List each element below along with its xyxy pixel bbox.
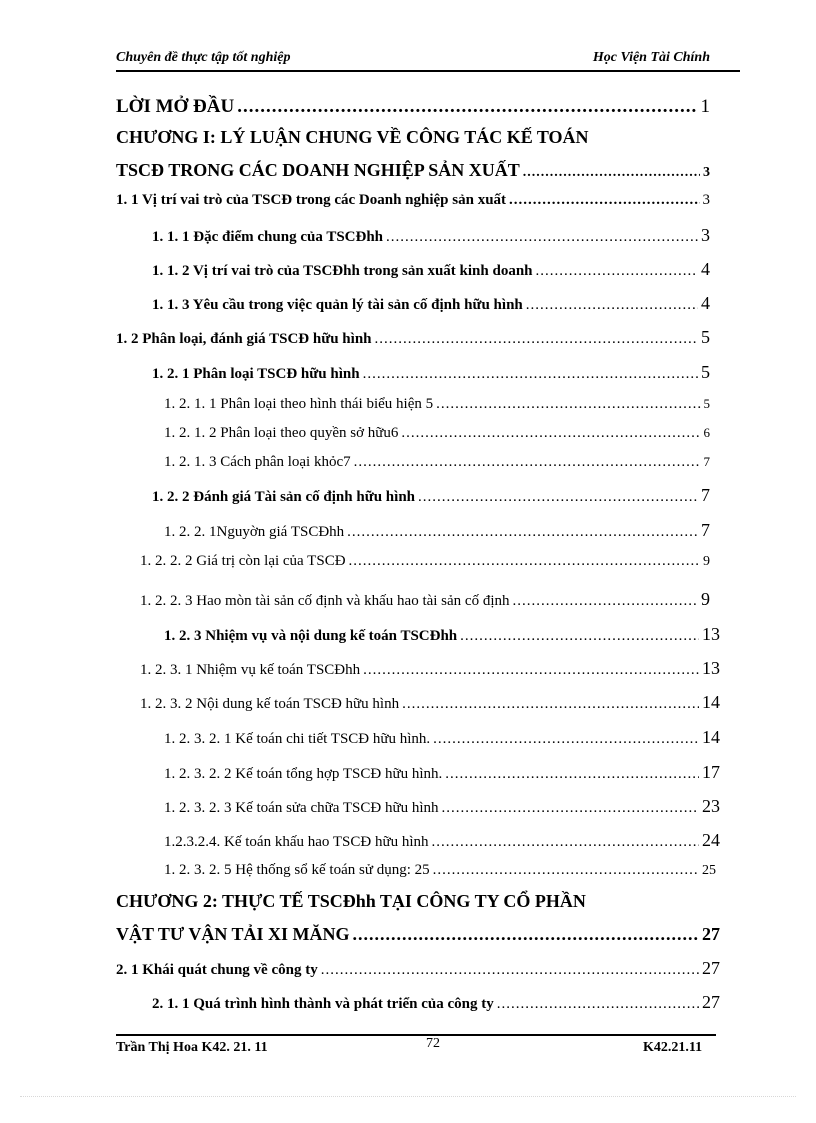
toc-page: 9 [703, 554, 710, 569]
toc-title: 1. 2. 2. 2 Giá trị còn lại của TSCĐ [140, 553, 346, 569]
toc-title: TSCĐ TRONG CÁC DOANH NGHIỆP SẢN XUẤT [116, 160, 520, 180]
toc-leader [401, 425, 700, 442]
toc-chapter-heading[interactable]: CHƯƠNG 2: THỰC TẾ TSCĐhh TẠI CÔNG TY CỔ PHẦN [116, 891, 586, 911]
toc-page: 3 [702, 192, 710, 208]
toc-title: 1. 2. 3. 2 Nội dung kế toán TSCĐ hữu hình [140, 696, 400, 712]
toc-title: 1. 2. 3. 2. 2 Kế toán tổng hợp TSCĐ hữu hình. [164, 766, 443, 782]
toc-entry[interactable] [164, 425, 710, 442]
toc-leader [460, 628, 699, 645]
toc-leader [536, 263, 698, 280]
toc-title: 1. 2. 1. 1 Phân loại theo hình thái biểu hiện 5 [164, 396, 434, 412]
toc-entry[interactable] [140, 692, 720, 713]
toc-title: 1. 2 Phân loại, đánh giá TSCĐ hữu hình [116, 331, 372, 347]
toc-leader [402, 696, 699, 713]
toc-entry[interactable] [152, 293, 710, 314]
footer-divider [116, 1034, 716, 1036]
toc-entry[interactable] [164, 762, 720, 783]
toc-title: 1. 1. 1 Đặc điểm chung của TSCĐhh [152, 229, 384, 245]
toc-page: 7 [703, 454, 710, 469]
toc-title: 1. 2. 2. 1Nguyờn giá TSCĐhh [164, 524, 345, 540]
toc-leader [436, 396, 700, 413]
toc-title: 2. 1 Khái quát chung về công ty [116, 962, 318, 978]
toc-leader [375, 331, 699, 348]
toc-title: 1. 2. 1. 3 Cách phân loại khỏc7 [164, 454, 351, 470]
toc-page: 9 [701, 589, 710, 609]
toc-leader [354, 454, 701, 471]
toc-page: 27 [702, 958, 720, 978]
toc-title: 1. 2. 3. 2. 3 Kế toán sửa chữa TSCĐ hữu hình [164, 800, 439, 816]
toc-page: 3 [701, 225, 710, 245]
toc-title: 1. 2. 1 Phân loại TSCĐ hữu hình [152, 366, 360, 382]
toc-leader [442, 800, 699, 817]
toc-entry[interactable] [152, 485, 710, 506]
toc-title: 1. 2. 3. 1 Nhiệm vụ kế toán TSCĐhh [140, 662, 361, 678]
toc-leader [363, 366, 698, 383]
toc-leader [445, 766, 699, 783]
toc-title: 1. 1 Vị trí vai trò của TSCĐ trong các Doanh nghiệp sản xuất [116, 192, 507, 208]
toc-leader [349, 553, 700, 570]
toc-leader [418, 489, 698, 506]
toc-page: 7 [701, 520, 710, 540]
toc-entry[interactable] [152, 362, 710, 383]
toc-page: 7 [701, 485, 710, 505]
page-header [116, 50, 740, 72]
toc-leader [497, 996, 699, 1013]
toc-title: 1. 2. 2 Đánh giá Tài sản cố định hữu hình [152, 489, 415, 505]
footer-left: Trần Thị Hoa K42. 21. 11 [116, 1040, 268, 1055]
toc-leader [433, 731, 699, 748]
toc-entry[interactable] [140, 658, 720, 679]
toc-page: 5 [701, 327, 710, 347]
toc-entry[interactable] [164, 624, 720, 645]
page-bottom-border [20, 1096, 796, 1097]
toc-page: 25 [702, 863, 716, 878]
toc-title: 1.2.3.2.4. Kế toán khấu hao TSCĐ hữu hình [164, 834, 429, 850]
header-left: Chuyên đề thực tập tốt nghiệp [116, 50, 291, 65]
toc-title: LỜI MỞ ĐẦU [116, 96, 235, 117]
toc-entry[interactable] [152, 259, 710, 280]
toc-title: 1. 2. 3. 2. 1 Kế toán chi tiết TSCĐ hữu hình. [164, 731, 431, 747]
toc-leader [321, 962, 699, 979]
page-number: 72 [426, 1036, 440, 1051]
toc-entry[interactable] [116, 160, 710, 181]
toc-leader [363, 662, 699, 679]
toc-page: 1 [700, 96, 710, 117]
toc-page: 5 [701, 362, 710, 382]
toc-entry[interactable] [164, 862, 716, 879]
toc-page: 3 [703, 165, 710, 180]
toc-chapter-heading[interactable]: CHƯƠNG I: LÝ LUẬN CHUNG VỀ CÔNG TÁC KẾ TOÁN [116, 127, 589, 147]
toc-leader [513, 593, 698, 610]
toc-page: 13 [702, 658, 720, 678]
toc-leader [347, 524, 698, 541]
toc-entry[interactable] [140, 553, 710, 570]
toc-entry[interactable] [164, 796, 720, 817]
toc-title: VẬT TƯ VẬN TẢI XI MĂNG [116, 924, 350, 944]
toc-leader [509, 192, 699, 209]
toc-entry[interactable] [164, 454, 710, 471]
toc-title: 1. 2. 3 Nhiệm vụ và nội dung kế toán TSCĐhh [164, 628, 458, 644]
toc-leader [237, 96, 697, 118]
toc-title: 1. 1. 2 Vị trí vai trò của TSCĐhh trong sản xuất kinh doanh [152, 263, 533, 279]
toc-leader [433, 862, 699, 879]
toc-leader [523, 165, 700, 181]
toc-entry[interactable] [164, 520, 710, 541]
toc-page: 4 [701, 259, 710, 279]
toc-entry[interactable] [164, 396, 710, 413]
header-right: Học Viện Tài Chính [592, 50, 710, 65]
toc-leader [526, 297, 698, 314]
toc-title: 1. 2. 2. 3 Hao mòn tài sản cố định và khấu hao tài sản cố định [140, 593, 510, 609]
toc-entry[interactable] [152, 992, 720, 1013]
toc-leader [432, 834, 700, 851]
toc-entry[interactable] [152, 225, 710, 246]
toc-entry[interactable] [164, 830, 720, 851]
toc-page: 6 [703, 425, 710, 440]
toc-leader [353, 924, 699, 945]
toc-title: 1. 2. 3. 2. 5 Hệ thống sổ kế toán sử dụng: 25 [164, 862, 430, 878]
toc-page: 4 [701, 293, 710, 313]
toc-title: 1. 1. 3 Yêu cầu trong việc quản lý tài sản cố định hữu hình [152, 297, 523, 313]
toc-page: 13 [702, 624, 720, 644]
toc-page: 27 [702, 924, 720, 944]
toc-entry[interactable] [116, 958, 720, 979]
footer-right: K42.21.11 [643, 1040, 703, 1055]
toc-page: 14 [702, 727, 720, 747]
toc-page: 14 [702, 692, 720, 712]
toc-page: 24 [702, 830, 720, 850]
toc-title: 2. 1. 1 Quá trình hình thành và phát triển của công ty [152, 996, 494, 1012]
toc-page: 5 [703, 396, 710, 411]
toc-entry[interactable] [116, 96, 710, 118]
toc-entry[interactable] [140, 589, 710, 610]
toc-page: 23 [702, 796, 720, 816]
toc-entry[interactable] [116, 924, 720, 945]
toc-entry[interactable] [164, 727, 720, 748]
toc-leader [386, 229, 698, 246]
toc-page: 17 [702, 762, 720, 782]
toc-title: 1. 2. 1. 2 Phân loại theo quyền sở hữu6 [164, 425, 399, 441]
toc-entry[interactable] [116, 327, 710, 348]
toc-page: 27 [702, 992, 720, 1012]
toc-entry[interactable] [116, 192, 710, 209]
